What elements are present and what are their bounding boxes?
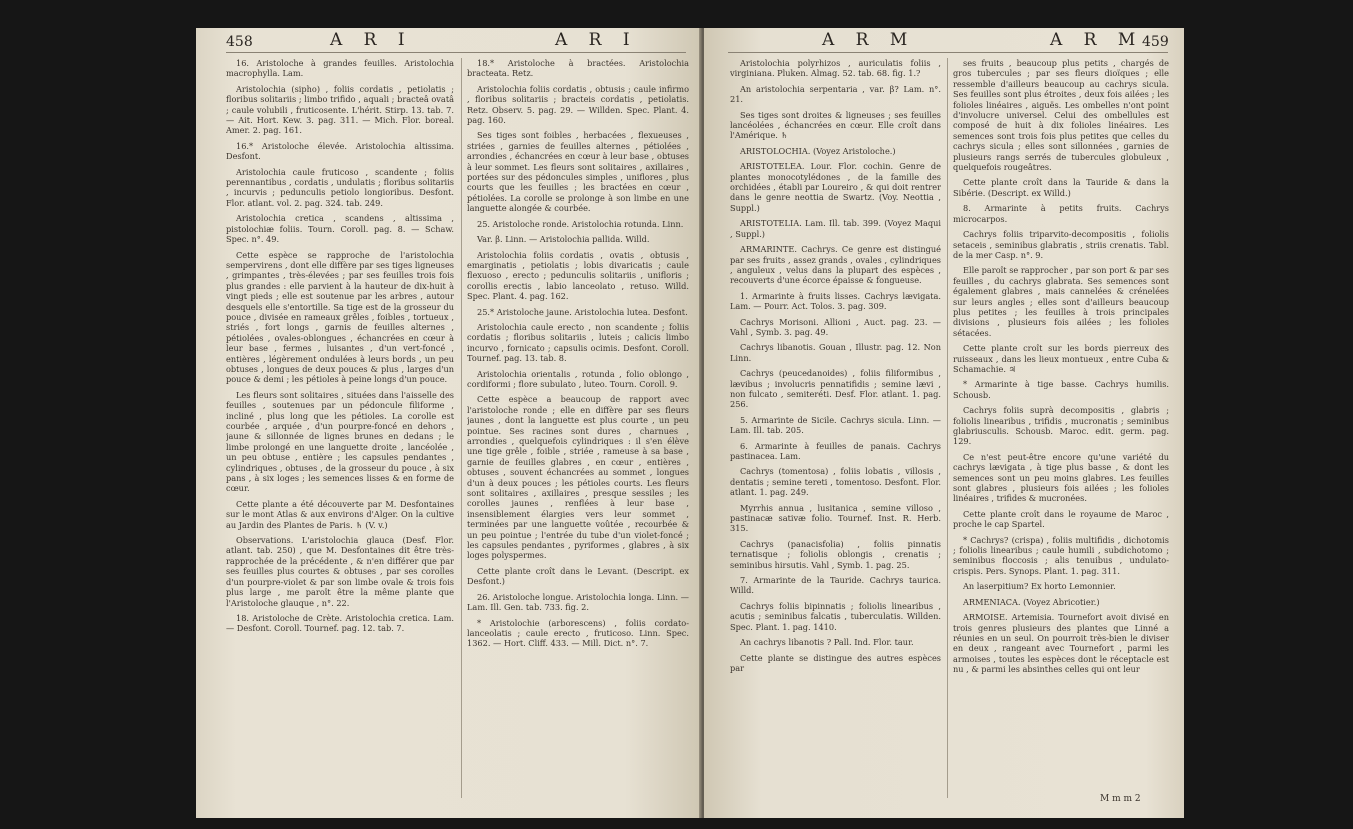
text-paragraph: Cachrys (peucedanoides) , foliis filiformibus , lævibus ; involucris pennatifidis ; semine lævi , non fulcato , semiteréti. Desf. Flor. atlant. 1. pag. 256. — [730, 368, 941, 410]
right-column-1 — [730, 58, 941, 798]
text-paragraph: 8. Armarinte à petits fruits. Cachrys microcarpos. — [953, 203, 1169, 224]
right-running-head-right: A R M — [1050, 30, 1144, 50]
text-paragraph: 1. Armarinte à fruits lisses. Cachrys lævigata. Lam. — Pourr. Act. Tolos. 3. pag. 309. — [730, 290, 941, 312]
text-paragraph: Aristolochia cretica , scandens , altissima , pistolochiæ foliis. Tourn. Coroll. pag. 8. — Schaw. Spec. n°. 49. — [226, 213, 454, 245]
text-paragraph: Cette plante croît dans le royaume de Maroc , proche le cap Spartel. — [953, 508, 1169, 530]
text-paragraph: Cachrys libanotis. Gouan , Illustr. pag. 12. Non Linn. — [730, 342, 941, 363]
text-paragraph: Aristolochia (sipho) , foliis cordatis , petiolatis ; floribus solitariis ; limbo trifido , aquali ; bracteâ ovatâ ; caule volubili , fruticosente. L'hérit. Stirp. 13. tab. 7. — Ait. Hort. Kew. 3. pag. 311. — Mich. Flor. boreal. Amer. 2. pag. 161. — [226, 83, 454, 136]
text-paragraph: Cette espèce a beaucoup de rapport avec l'aristoloche ronde ; elle en diffère par ses fleurs jaunes , dont la languette est plus courte , un peu pointue. Ses racines sont dures , charnues , arrondies , quelquefois cylindriques : il s'en élève une tige grêle , foible , striée , rameuse à sa base , garnie de feuilles glabres , en cœur , entières , obtuses , souvent échancrées au sommet , longues d'un à deux pouces ; les pétioles courts. Les fleurs sont solitaires , axillaires , presque sessiles ; les corolles jaunes , renflées à leur base , insensiblement élargies vers leur sommet , terminées par une languette voûtée , recourbée & un peu pointue ; l'entrée du tube d'un violet-foncé ; les capsules pendantes , pyriformes , glabres , à six loges polyspermes. — [467, 394, 689, 561]
text-paragraph: Cette plante se distingue des autres espèces par — [730, 652, 941, 673]
text-paragraph: ses fruits , beaucoup plus petits , chargés de gros tubercules ; par ses fleurs dioïques ; elle ressemble d'ailleurs beaucoup au cachrys sicula. Ses feuilles sont plus étroites , deux fois ailées ; les folioles linéaires , aiguës. Les ombelles n'ont point d'involucre universel. Celui des ombellules est composé de huit à dix folioles linéaires. Les semences sont trois fois plus petites que celles du cachrys sicula ; elles sont sillonnées , garnies de plusieurs rangs serrés de tubercules globuleux , quelquefois rougeâtres. — [953, 58, 1169, 173]
text-paragraph: Aristolochia foliis cordatis , ovatis , obtusis , emarginatis , petiolatis ; lobis divaricatis ; caule flexuoso , erecto ; pedunculis solitariis , unifloris ; corollis erectis , labio lanceolato , retuso. Willd. Spec. Plant. 4. pag. 162. — [467, 249, 689, 302]
text-paragraph: Observations. L'aristolochia glauca (Desf. Flor. atlant. tab. 250) , que M. Desfontaines dit être très-rapprochée de la précédente , & n'en différer que par ses feuilles plus courtes & obtuses , par ses corolles d'un pourpre-violet & par son limbe ovale & trois fois plus large , me paroît être la même plante que l'Aristoloche glauque , n°. 22. — [226, 535, 454, 608]
left-column-2 — [467, 58, 689, 798]
text-paragraph: ARISTOTELEA. Lour. Flor. cochin. Genre de plantes monocotylédones , de la famille des orchidées , établi par Loureiro , & qui doit rentrer dans le genre neottia de Swartz. (Voy. Neottia , Suppl.) — [730, 161, 941, 213]
text-paragraph: * Cachrys? (crispa) , foliis multifidis , dichotomis ; foliolis linearibus ; caule humili , subdichotomo ; seminibus floccosis ; alis tenuibus , undulato-crispis. Pers. Synops. Plant. 1. pag. 311. — [953, 534, 1169, 576]
left-running-head-right: A R I — [555, 30, 638, 50]
text-paragraph: Var. β. Linn. — Aristolochia pallida. Willd. — [477, 234, 650, 245]
text-paragraph: ARISTOLOCHIA. (Voyez Aristoloche.) — [740, 145, 896, 156]
text-paragraph: Cette plante croît dans la Tauride & dans la Sibérie. (Descript. ex Willd.) — [953, 177, 1169, 198]
text-paragraph: Cachrys (panacisfolia) , foliis pinnatis ternatisque ; foliolis oblongis , crenatis ; seminibus hirsutis. Vahl , Symb. 1. pag. 25. — [730, 538, 941, 570]
right-column-2 — [953, 58, 1169, 784]
text-paragraph: 7. Armarinte de la Tauride. Cachrys taurica. Willd. — [730, 575, 941, 596]
text-paragraph: Elle paroît se rapprocher , par son port & par ses feuilles , du cachrys glabrata. Ses semences sont également glabres , mais cannelées & crénelées sur leurs angles ; elles sont d'ailleurs beaucoup plus petites ; les feuilles à trois principales divisions , plusieurs fois ailées ; les folioles sétacées. — [953, 265, 1169, 338]
text-paragraph: Ses tiges sont foibles , herbacées , flexueuses , striées , garnies de feuilles alternes , pétiolées , arrondies , échancrées en cœur à leur base , obtuses à leur sommet. Les fleurs sont solitaires , axillaires , portées sur des pédoncules simples , uniflores , plus courts que les feuilles ; les bractées en cœur , pétiolées. La corolle se prolonge à son limbe en une languette alongée & courbée. — [467, 130, 689, 214]
text-paragraph: Cachrys (tomentosa) , foliis lobatis , villosis , dentatis ; semine tereti , tomentoso. Desfont. Flor. atlant. 1. pag. 249. — [730, 466, 941, 498]
text-paragraph: Cachrys foliis suprà decompositis , glabris ; foliolis linearibus , trifidis , mucronatis ; seminibus glabriusculis. Schousb. Maroc. edit. germ. pag. 129. — [953, 405, 1169, 447]
text-paragraph: * Aristolochie (arborescens) , foliis cordato-lanceolatis ; caule erecto , fruticoso. Linn. Spec. 1362. — Hort. Cliff. 433. — Mill. Dict. n°. 7. — [467, 617, 689, 649]
text-paragraph: Les fleurs sont solitaires , situées dans l'aisselle des feuilles , soutenues par un pédoncule filiforme , incliné , plus long que les pétioles. La corolle est courbée , arquée , d'un pourpre-foncé en dehors , jaune & sillonnée de lignes brunes en dedans ; le limbe prolongé en une languette droite , lancéolée , un peu obtuse , entière ; les capsules pendantes , cylindriques , obtuses , de la grosseur du pouce , à six pans , à six loges ; les semences lisses & en forme de cœur. — [226, 389, 454, 494]
left-header-rule — [226, 52, 686, 53]
text-paragraph: Ses tiges sont droites & ligneuses ; ses feuilles lancéolées , échancrées en cœur. Elle croît dans l'Amérique. ♄ — [730, 109, 941, 141]
text-paragraph: An aristolochia serpentaria , var. β? Lam. n°. 21. — [730, 83, 941, 105]
text-paragraph: ARMOISE. Artemisia. Tournefort avoit divisé en trois genres plusieurs des plantes que Linné a réunies en un seul. On pourroit très-bien le diviser en deux , rangeant avec Tournefort , parmi les armoises , toutes les espèces dont le réceptacle est nu , & parmi les absinthes celles qui ont leur — [953, 612, 1169, 675]
text-paragraph: Cette espèce se rapproche de l'aristolochia sempervirens , dont elle diffère par ses tiges ligneuses , grimpantes , très-élevées ; par ses feuilles trois fois plus grandes : elle parvient à la hauteur de dix-huit à vingt pieds ; elle est soutenue par les arbres , autour desquels elle s'entortille. Sa tige est de la grosseur du pouce , divisée en rameaux grêles , foibles , tortueux , striés , fort longs , garnis de feuilles alternes , pétiolées , ovales-oblongues , échancrées en cœur à leur base , fermes , luisantes , d'un vert-foncé , entières , légèrement ondulées à leurs bords , un peu obtuses , longues de deux pouces & plus , larges d'un pouce & demi ; les pétioles à peine longs d'un pouce. — [226, 249, 454, 385]
text-paragraph: 18.* Aristoloche à bractées. Aristolochia bracteata. Retz. — [467, 58, 689, 79]
text-paragraph: Cette plante croît dans le Levant. (Descript. ex Desfont.) — [467, 565, 689, 587]
right-header-rule — [728, 52, 1168, 53]
text-paragraph: Cette plante croît sur les bords pierreux des ruisseaux , dans les lieux montueux , entre Cuba & Schamachie. ♃ — [953, 343, 1169, 374]
text-paragraph: ARMARINTE. Cachrys. Ce genre est distingué par ses fruits , assez grands , ovales , cylindriques , anguleux , velus dans la plupart des espèces , recouverts d'une écorce épaisse & fongueuse. — [730, 244, 941, 286]
text-paragraph: Aristolochia orientalis , rotunda , folio oblongo , cordiformi ; flore subulato , luteo. Tourn. Coroll. 9. — [467, 368, 689, 389]
text-paragraph: * Armarinte à tige basse. Cachrys humilis. Schousb. — [953, 379, 1169, 400]
text-paragraph: 18. Aristoloche de Crète. Aristolochia cretica. Lam. — Desfont. Coroll. Tournef. pag. 12. tab. 7. — [226, 612, 454, 634]
right-page-number: 459 — [1142, 34, 1169, 50]
text-paragraph: 16.* Aristoloche élevée. Aristolochia altissima. Desfont. — [226, 140, 454, 162]
text-paragraph: Aristolochia polyrhizos , auriculatis foliis , virginiana. Pluken. Almag. 52. tab. 68. fig. 1.? — [730, 58, 941, 79]
left-column-divider — [461, 58, 462, 798]
text-paragraph: Cachrys Morisoni. Allioni , Auct. pag. 23. — Vahl , Symb. 3. pag. 49. — [730, 316, 941, 337]
text-paragraph: Cachrys foliis bipinnatis ; foliolis linearibus , acutis ; seminibus falcatis , tuberculatis. Willden. Spec. Plant. 1. pag. 1410. — [730, 600, 941, 632]
left-running-head-left: A R I — [330, 30, 413, 50]
text-paragraph: Aristolochia foliis cordatis , obtusis ; caule infirmo , floribus solitariis ; bracteis cordatis , petiolatis. Retz. Observ. 5. pag. 29. — Willden. Spec. Plant. 4. pag. 160. — [467, 83, 689, 126]
right-column-divider — [947, 58, 948, 798]
text-paragraph: 25. Aristoloche ronde. Aristolochia rotunda. Linn. — [477, 218, 684, 229]
right-running-head-left: A R M — [822, 30, 916, 50]
text-paragraph: ARMENIACA. (Voyez Abricotier.) — [963, 596, 1100, 607]
text-paragraph: An laserpitium? Ex horto Lemonnier. — [963, 581, 1116, 592]
page-signature: M m m 2 — [1100, 794, 1141, 804]
text-paragraph: 5. Armarinte de Sicile. Cachrys sicula. Linn. — Lam. Ill. tab. 205. — [730, 414, 941, 436]
text-paragraph: Cette plante a été découverte par M. Desfontaines sur le mont Atlas & aux environs d'Alger. On la cultive au Jardin des Plantes de Paris. ♄ (V. v.) — [226, 498, 454, 530]
text-paragraph: 26. Aristoloche longue. Aristolochia longa. Linn. — Lam. Ill. Gen. tab. 733. fig. 2. — [467, 591, 689, 613]
text-paragraph: Aristolochia caule erecto , non scandente ; foliis cordatis ; floribus solitariis , luteis ; calicis limbo incurvo , fornicato ; capsulis ocimis. Desfont. Coroll. Tournef. pag. 13. tab. 8. — [467, 321, 689, 364]
text-paragraph: Cachrys foliis triparvito-decompositis , foliolis setaceis , seminibus glabratis , striis crenatis. Tabl. de la mer Casp. n°. 9. — [953, 229, 1169, 260]
text-paragraph: An cachrys libanotis ? Pall. Ind. Flor. taur. — [740, 637, 914, 648]
left-page-number: 458 — [226, 34, 253, 50]
text-paragraph: Ce n'est peut-être encore qu'une variété du cachrys lævigata , à tige plus basse , & dont les semences sont un peu moins glabres. Les feuilles sont glabres , plusieurs fois ailées ; les folioles linéaires , trifides & mucronées. — [953, 451, 1169, 504]
left-column-1 — [226, 58, 454, 798]
text-paragraph: Myrrhis annua , lusitanica , semine villoso , pastinacæ sativæ folio. Tournef. Inst. R. Herb. 315. — [730, 502, 941, 534]
text-paragraph: 16. Aristoloche à grandes feuilles. Aristolochia macrophylla. Lam. — [226, 58, 454, 79]
text-paragraph: ARISTOTELIA. Lam. Ill. tab. 399. (Voyez Maqui , Suppl.) — [730, 218, 941, 239]
text-paragraph: Aristolochia caule fruticoso , scandente ; foliis perennantibus , cordatis , undulatis ; floribus solitariis , incurvis ; pedunculis petiolo longioribus. Desfont. Flor. atlant. vol. 2. pag. 324. tab. 249. — [226, 166, 454, 208]
text-paragraph: 25.* Aristoloche jaune. Aristolochia lutea. Desfont. — [477, 306, 688, 317]
text-paragraph: 6. Armarinte à feuilles de panais. Cachrys pastinacea. Lam. — [730, 440, 941, 461]
